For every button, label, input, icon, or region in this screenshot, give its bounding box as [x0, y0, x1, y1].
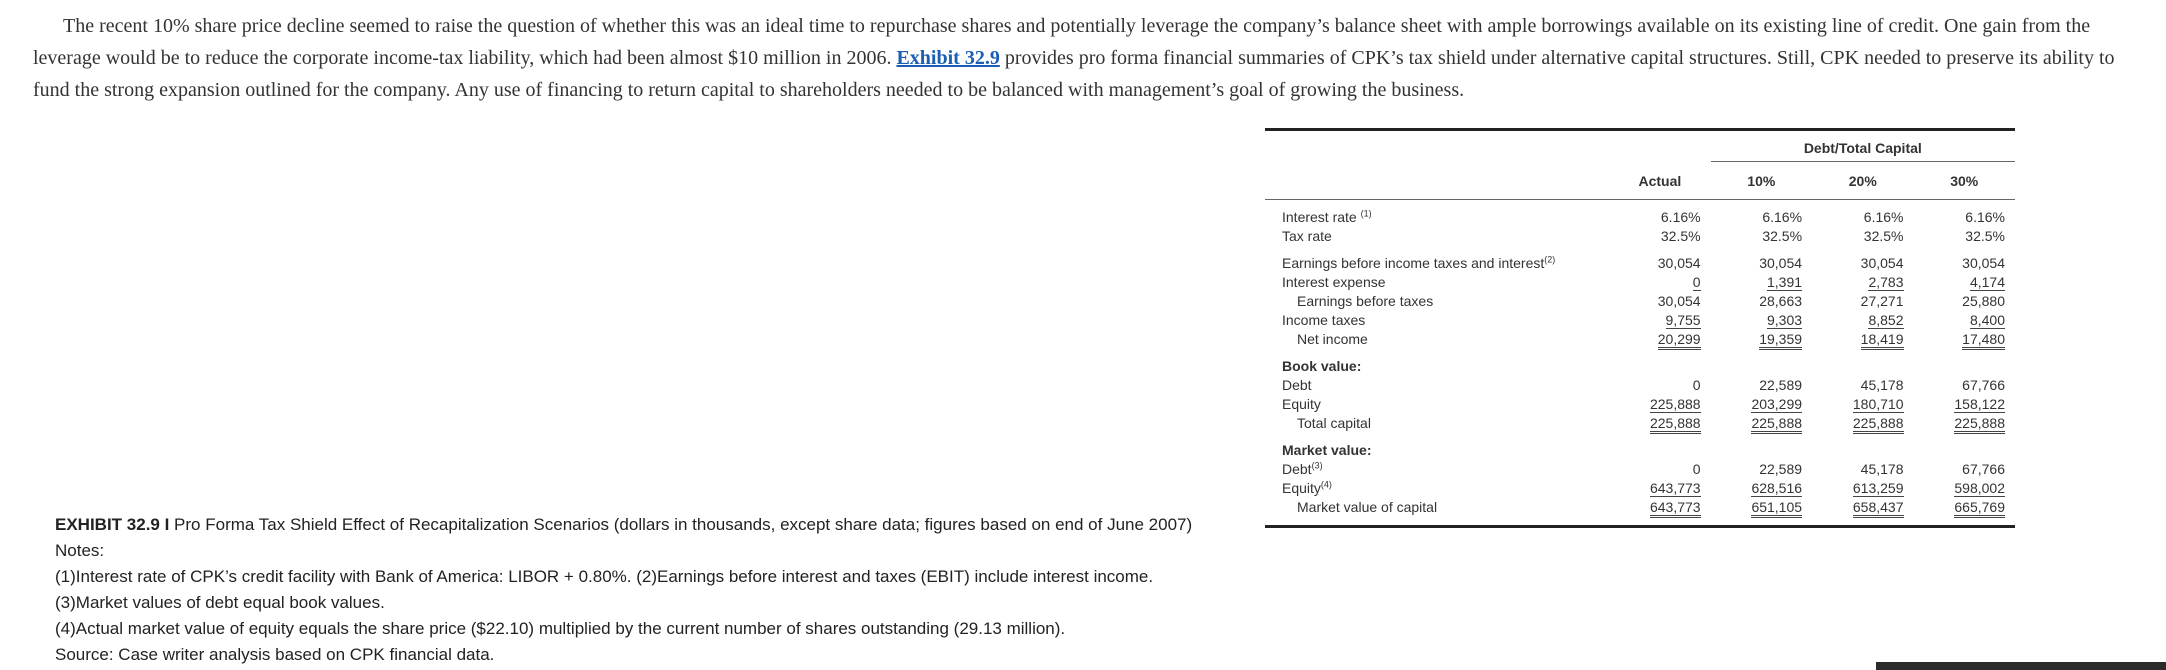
exhibit-caption: [55, 512, 1192, 668]
paragraph-text-before: The recent 10% share price decline seemed to raise the question of whether this was an ideal time to repurchase shares and potentially leverage the company’s balance sheet with ample borrowings available on its existing line of credit. One gain from the leverage would be to reduce the corporate income-tax liability, which had been almost $10 million in 2006.: [33, 15, 2091, 69]
col-header-10: 10%: [1711, 166, 1812, 200]
table-row: Earnings before income taxes and interest$^{(2)}$ 30,054 30,054 30,054 30,054: [1282, 254, 2005, 271]
table-row: Equity$^{(4)}$ 643,773 628,516 613,259 598,002: [1282, 479, 2005, 496]
table-row: Debt$^{(3)}$ 0 22,589 45,178 67,766: [1282, 460, 2005, 477]
col-header-20: 20%: [1812, 166, 1913, 200]
note-4: (4)Actual market value of equity equals the share price ($22.10) multiplied by the current number of shares outstanding (29.13 million).: [55, 619, 1066, 638]
table-row: Interest expense 0 1,391 2,783 4,174: [1282, 274, 2005, 290]
paragraph-text-after: provides pro forma financial summaries of CPK’s tax shield under alternative capital structures. Still, CPK needed to preserve its ability to fund the strong expansion outlined for the company. Any use of financing to return capital to shareholders needed to be balanced with management’s goal of growing the business.: [33, 47, 2115, 101]
exhibit-table: [1265, 128, 2015, 528]
table-row: Net income 20,299 19,359 18,419 17,480: [1265, 330, 2015, 349]
col-header-30: 30%: [1914, 166, 2016, 200]
table-row: Market value of capital 643,773 651,105 658,437 665,769: [1265, 498, 2015, 517]
table-row: Tax rate 32.5% 32.5% 32.5% 32.5%: [1282, 228, 2005, 244]
group-header: Debt/Total Capital: [1711, 131, 2015, 166]
notes-label: Notes:: [55, 541, 105, 560]
table-row: Income taxes 9,755 9,303 8,852 8,400: [1282, 312, 2005, 328]
table-row: Equity 225,888 203,299 180,710 158,122: [1282, 396, 2005, 412]
col-header-actual: Actual: [1609, 166, 1710, 200]
corner-bar: [1876, 662, 2166, 670]
table-row: Total capital 225,888 225,888 225,888 225,888: [1265, 414, 2015, 433]
body-paragraph: [33, 10, 2151, 106]
section-heading-book-value: Book value:: [1282, 358, 1362, 374]
source-line: Source: Case writer analysis based on CPK financial data.: [55, 645, 495, 664]
exhibit-link[interactable]: Exhibit 32.9: [896, 47, 1000, 69]
table-row: Interest rate $^{(1)}$ 6.16% 6.16% 6.16% 6.16%: [1282, 208, 2005, 225]
section-heading-market-value: Market value:: [1282, 442, 1372, 458]
note-1-2: (1)Interest rate of CPK’s credit facility with Bank of America: LIBOR + 0.80%. (2)Earnings before interest and taxes (EBIT) include interest income.: [55, 567, 1154, 586]
table-row: Earnings before taxes 30,054 28,663 27,271 25,880: [1297, 293, 2005, 309]
table-row: Debt 0 22,589 45,178 67,766: [1282, 377, 2005, 393]
note-3: (3)Market values of debt equal book values.: [55, 593, 385, 612]
exhibit-title: EXHIBIT 32.9 I Pro Forma Tax Shield Effect of Recapitalization Scenarios (dollars in thousands, except share data; figures based on end of June 2007): [55, 515, 1193, 534]
